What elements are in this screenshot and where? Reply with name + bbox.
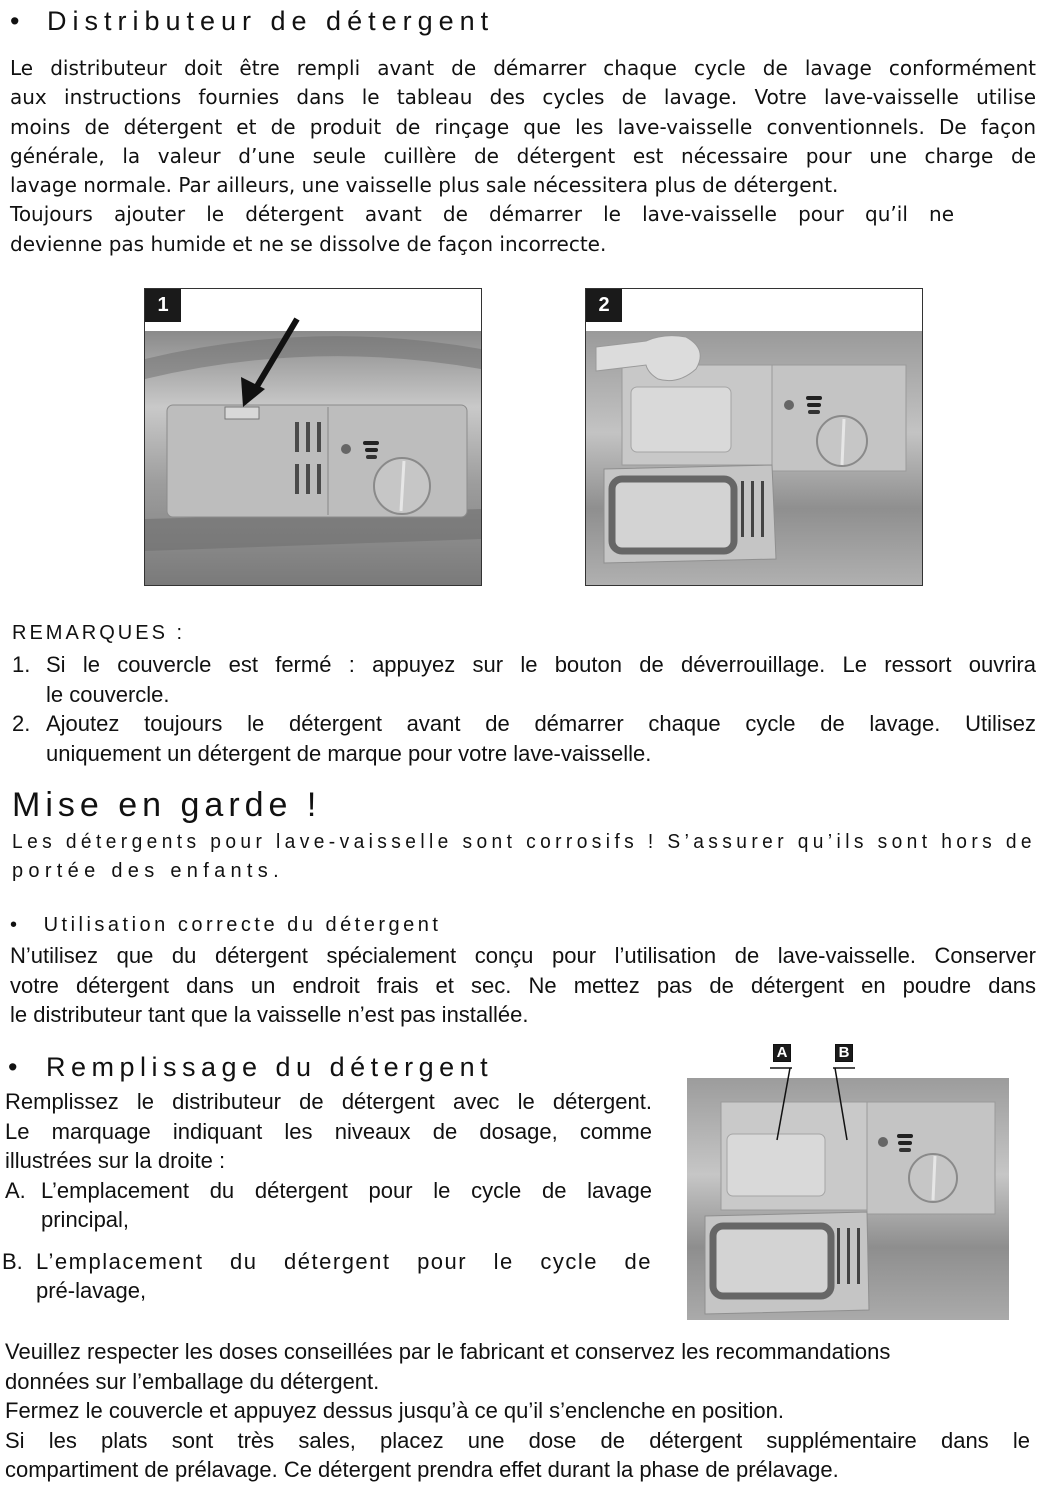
paragraph-utilisation <box>10 941 1036 1030</box>
remarques-heading: REMARQUES : <box>12 622 186 644</box>
remark-item <box>12 709 1036 768</box>
text-line: uniquement un détergent de marque pour votre lave-vaisselle. <box>46 740 652 766</box>
text-line: illustrées sur la droite : <box>5 1148 226 1173</box>
text-line: Si les plats sont très sales, placez une dose de détergent supplémentaire dans le <box>5 1427 1030 1453</box>
paragraph-distributeur <box>10 54 1036 259</box>
text-line: générale, la valeur d’une seule cuillère de détergent est nécessaire pour une charge de <box>10 143 1036 168</box>
text-line: Les détergents pour lave-vaisselle sont corrosifs ! S’assurer qu’ils sont hors de <box>12 831 1036 853</box>
dispenser-closed-illustration <box>145 289 481 585</box>
figure-number-badge: 1 <box>145 289 181 322</box>
heading-text: Distributeur de détergent <box>46 6 495 36</box>
dispenser-open-illustration <box>586 289 922 585</box>
text-line: pré-lavage, <box>36 1278 147 1303</box>
text-line: Le marquage indiquant les niveaux de dosage, comme <box>5 1118 652 1144</box>
paragraph-remplissage <box>2 1087 652 1306</box>
remark-number: 2. <box>12 711 31 736</box>
text-line: N’utilisez que du détergent spécialement conçu pour l’utilisation de lave-vaisselle. Conserver <box>10 943 1036 968</box>
remark-number: 1. <box>12 652 31 677</box>
text-line: portée des enfants. <box>12 859 284 882</box>
text-line: Si le couvercle est fermé : appuyez sur le bouton de déverrouillage. Le ressort ouvrira <box>46 652 1036 677</box>
callout-b-label: B <box>835 1044 853 1062</box>
text-line: devienne pas humide et ne se dissolve de façon incorrecte. <box>10 231 607 256</box>
text-line: données sur l’emballage du détergent. <box>5 1368 380 1394</box>
bullet: • <box>8 1052 23 1082</box>
item-letter: B. <box>2 1248 23 1274</box>
warning-heading: Mise en garde ! <box>12 786 322 824</box>
remarques-list <box>12 650 1036 768</box>
text-line: le couvercle. <box>46 681 170 707</box>
text-line: aux instructions fournies dans le tableau des cycles de lavage. Votre lave-vaisselle utilise <box>10 85 1036 110</box>
text-line: Remplissez le distributeur de détergent avec le détergent. <box>5 1089 652 1114</box>
text-line: principal, <box>41 1207 130 1232</box>
bullet: • <box>10 6 26 36</box>
figure-2-photo <box>585 288 923 586</box>
text-line: Veuillez respecter les doses conseillées par le fabricant et conservez les recommandations <box>5 1339 891 1364</box>
text-line: Fermez le couvercle et appuyez dessus jusqu’à ce qu’il s’enclenche en position. <box>5 1398 784 1423</box>
text-line: L’emplacement du détergent pour le cycle de <box>36 1248 652 1274</box>
text-line: Ajoutez toujours le détergent avant de démarrer chaque cycle de lavage. Utilisez <box>46 711 1036 736</box>
text-line: le distributeur tant que la vaisselle n’est pas installée. <box>10 1002 529 1027</box>
section-heading-remplissage <box>8 1052 493 1083</box>
figure-1-photo <box>144 288 482 586</box>
text-line: Le distributeur doit être rempli avant de démarrer chaque cycle de lavage conformément <box>10 56 1036 80</box>
text-line: votre détergent dans un endroit frais et sec. Ne mettez pas de détergent en poudre dans <box>10 972 1036 998</box>
text-line: Toujours ajouter le détergent avant de démarrer le lave-vaisselle pour qu’il ne <box>10 202 954 227</box>
closing-paragraph <box>5 1337 1030 1485</box>
location-item-a <box>5 1176 652 1235</box>
remark-item <box>12 650 1036 709</box>
item-letter: A. <box>5 1177 26 1203</box>
warning-text <box>12 828 1036 885</box>
text-line: lavage normale. Par ailleurs, une vaisselle plus sale nécessitera plus de détergent. <box>10 173 839 198</box>
heading-text: Utilisation correcte du détergent <box>43 914 442 936</box>
bullet: • <box>10 914 21 936</box>
text-line: L’emplacement du détergent pour le cycle de lavage <box>41 1177 652 1203</box>
section-heading-utilisation <box>10 914 441 937</box>
text-line: compartiment de prélavage. Ce détergent prendra effet durant la phase de prélavage. <box>5 1457 839 1482</box>
text-line: moins de détergent et de produit de rinçage que les lave-vaisselle conventionnels. De façon <box>10 114 1036 139</box>
section-heading-distributeur <box>10 6 494 37</box>
figure-number-badge: 2 <box>586 289 622 322</box>
location-item-b <box>2 1247 652 1306</box>
callout-a-label: A <box>773 1044 791 1062</box>
heading-text: Remplissage du détergent <box>45 1052 494 1082</box>
